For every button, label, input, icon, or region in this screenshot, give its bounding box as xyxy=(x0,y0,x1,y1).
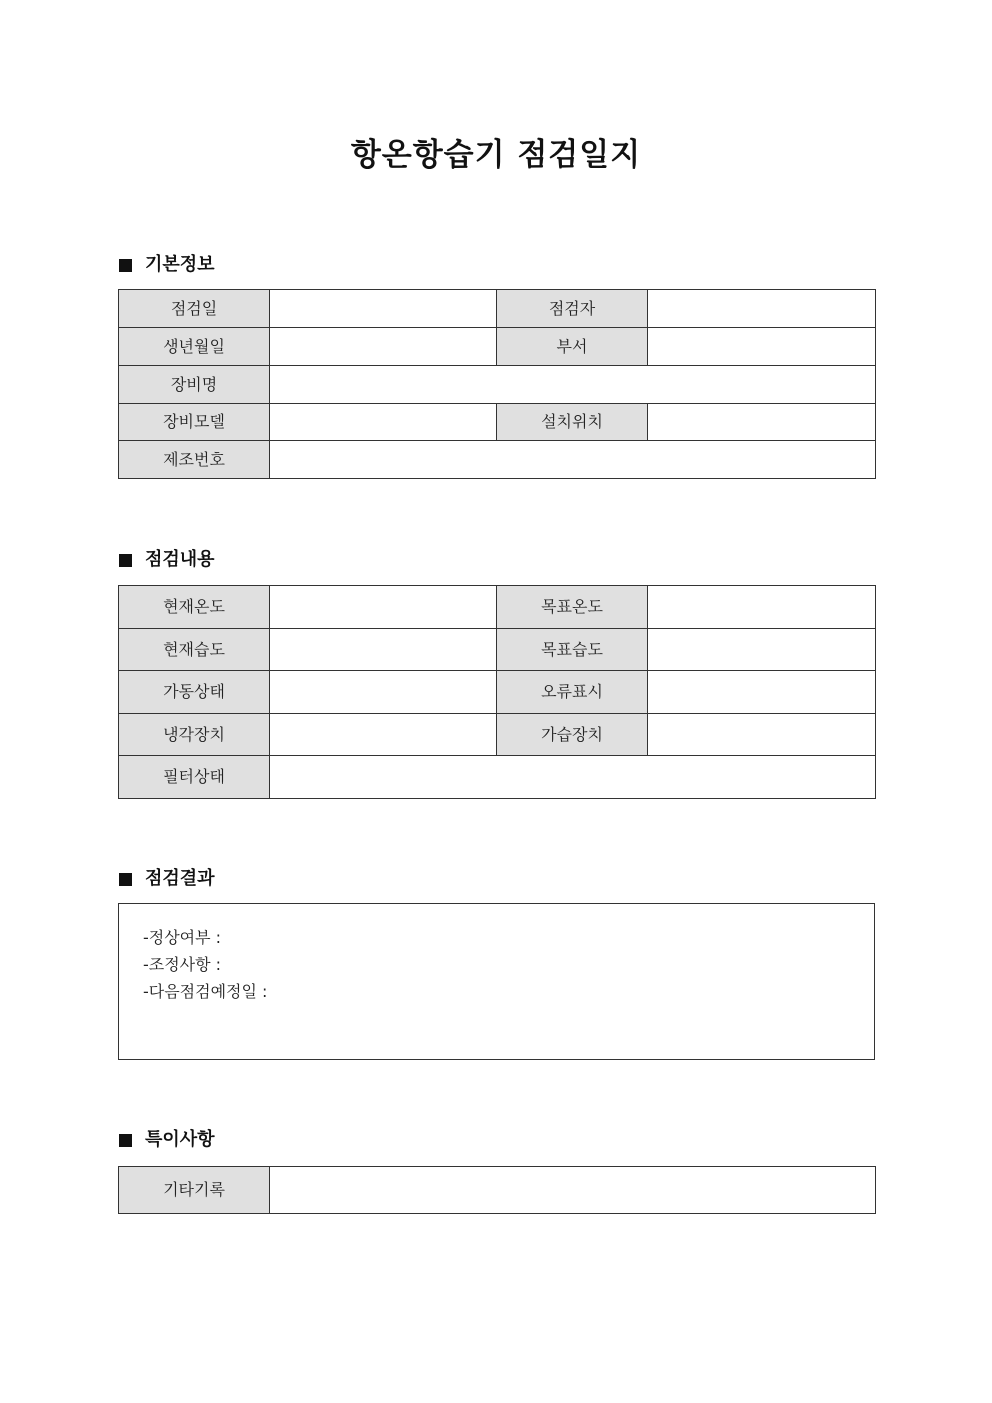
square-bullet-icon xyxy=(119,554,132,567)
department-field[interactable] xyxy=(648,328,876,366)
notes-table xyxy=(118,1166,876,1214)
inspection-table xyxy=(118,585,876,799)
current-temp-field[interactable] xyxy=(270,586,497,629)
inspection-date-label: 점검일 xyxy=(119,290,270,328)
square-bullet-icon xyxy=(119,259,132,272)
section-heading-label: 점검결과 xyxy=(145,868,215,889)
table-row xyxy=(119,714,876,756)
table-row xyxy=(119,441,876,479)
table-row xyxy=(119,404,876,441)
install-location-field[interactable] xyxy=(648,404,876,441)
section-heading-label: 점검내용 xyxy=(145,549,215,570)
inspector-label: 점검자 xyxy=(497,290,648,328)
table-row xyxy=(119,586,876,629)
other-records-field[interactable] xyxy=(270,1167,876,1214)
next-inspection-date-line: -다음점검예정일 : xyxy=(143,982,268,1001)
table-row xyxy=(119,671,876,714)
result-lines xyxy=(143,924,267,1005)
section-heading-notes xyxy=(119,1128,215,1152)
current-humidity-field[interactable] xyxy=(270,629,497,671)
humidifier-label: 가습장치 xyxy=(497,714,648,756)
target-humidity-field[interactable] xyxy=(648,629,876,671)
table-row xyxy=(119,328,876,366)
install-location-label: 설치위치 xyxy=(497,404,648,441)
table-row xyxy=(119,1167,876,1214)
section-heading-result xyxy=(119,867,215,891)
table-row xyxy=(119,756,876,799)
cooling-unit-label: 냉각장치 xyxy=(119,714,270,756)
department-label: 부서 xyxy=(497,328,648,366)
table-row xyxy=(119,290,876,328)
birth-date-field[interactable] xyxy=(270,328,497,366)
operation-status-label: 가동상태 xyxy=(119,671,270,714)
equipment-model-field[interactable] xyxy=(270,404,497,441)
result-textbox[interactable] xyxy=(118,903,875,1060)
square-bullet-icon xyxy=(119,873,132,886)
target-humidity-label: 목표습도 xyxy=(497,629,648,671)
equipment-name-field[interactable] xyxy=(270,366,876,404)
equipment-model-label: 장비모델 xyxy=(119,404,270,441)
operation-status-field[interactable] xyxy=(270,671,497,714)
section-heading-basic-info xyxy=(119,253,215,277)
current-temp-label: 현재온도 xyxy=(119,586,270,629)
current-humidity-label: 현재습도 xyxy=(119,629,270,671)
filter-status-field[interactable] xyxy=(270,756,876,799)
normal-status-line: -정상여부 : xyxy=(143,928,222,947)
section-heading-inspection xyxy=(119,548,215,572)
table-row xyxy=(119,629,876,671)
birth-date-label: 생년월일 xyxy=(119,328,270,366)
error-display-field[interactable] xyxy=(648,671,876,714)
humidifier-field[interactable] xyxy=(648,714,876,756)
serial-number-field[interactable] xyxy=(270,441,876,479)
cooling-unit-field[interactable] xyxy=(270,714,497,756)
equipment-name-label: 장비명 xyxy=(119,366,270,404)
error-display-label: 오류표시 xyxy=(497,671,648,714)
inspection-date-field[interactable] xyxy=(270,290,497,328)
target-temp-label: 목표온도 xyxy=(497,586,648,629)
square-bullet-icon xyxy=(119,1134,132,1147)
serial-number-label: 제조번호 xyxy=(119,441,270,479)
section-heading-label: 기본정보 xyxy=(145,254,215,275)
page-title: 항온항습기 점검일지 xyxy=(350,137,642,173)
inspector-field[interactable] xyxy=(648,290,876,328)
basic-info-table xyxy=(118,289,876,479)
target-temp-field[interactable] xyxy=(648,586,876,629)
other-records-label: 기타기록 xyxy=(119,1167,270,1214)
table-row xyxy=(119,366,876,404)
section-heading-label: 특이사항 xyxy=(145,1129,215,1150)
adjustment-line: -조정사항 : xyxy=(143,955,222,974)
filter-status-label: 필터상태 xyxy=(119,756,270,799)
